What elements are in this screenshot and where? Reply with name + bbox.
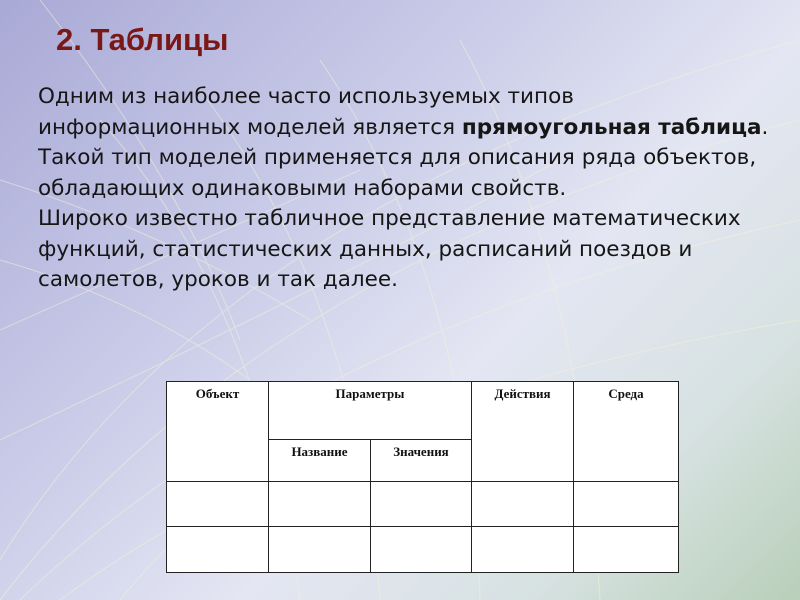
table-cell <box>371 527 472 573</box>
header-actions: Действия <box>472 382 574 482</box>
paragraph-intro <box>38 82 778 143</box>
table-cell <box>574 527 679 573</box>
table-cell <box>574 482 679 527</box>
example-table <box>166 381 679 573</box>
table-cell <box>472 482 574 527</box>
table-cell <box>167 527 269 573</box>
subheader-values: Значения <box>371 440 472 482</box>
table-cell <box>371 482 472 527</box>
table-cell <box>472 527 574 573</box>
header-object: Объект <box>167 382 269 482</box>
slide-body <box>38 82 778 296</box>
slide-title: 2. Таблицы <box>56 22 229 57</box>
header-parameters: Параметры <box>269 382 472 440</box>
table-cell <box>269 482 371 527</box>
table-cell <box>269 527 371 573</box>
header-environment: Среда <box>574 382 679 482</box>
paragraph-usage: Такой тип моделей применяется для описания ряда объектов, обладающих одинаковыми наборами свойств. <box>38 145 757 201</box>
table-row <box>167 482 679 527</box>
table-row <box>167 527 679 573</box>
paragraph-intro-text: Одним из наиболее часто используемых типов информационных моделей является <box>38 84 574 140</box>
subheader-name: Название <box>269 440 371 482</box>
highlight-term: прямоугольная таблица <box>461 114 762 140</box>
paragraph-examples: Широко известно табличное представление математических функций, статистических данных, расписаний поездов и самолетов, уроков и так далее. <box>38 206 741 292</box>
table-cell <box>167 482 269 527</box>
paragraph-intro-end: . <box>761 114 769 140</box>
